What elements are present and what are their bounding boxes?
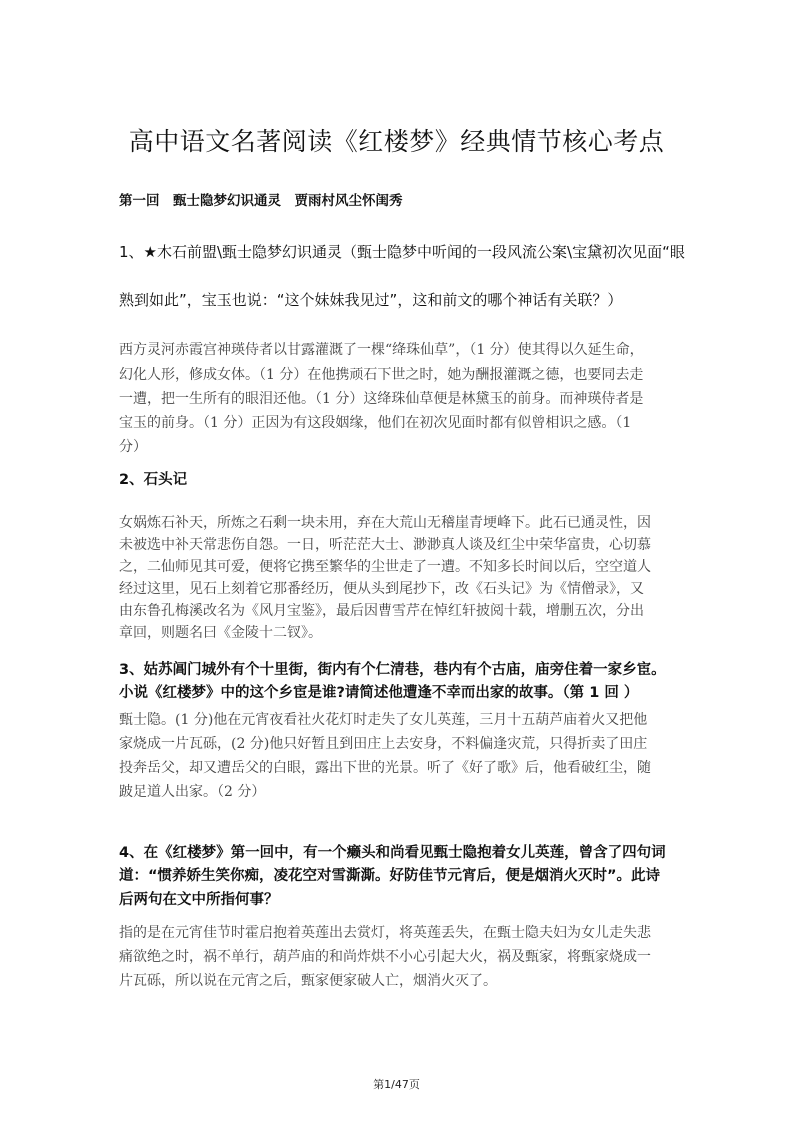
answer-3-line: 投奔岳父，却又遭岳父的白眼，露出下世的光景。听了《好了歌》后，他看破红尘，随 (119, 760, 651, 776)
answer-2-line: 章回，则题名曰《金陵十二钗》。 (119, 625, 322, 641)
question-3-line: 3、姑苏阊门城外有个十里街，街内有个仁清巷，巷内有个古庙，庙旁住着一家乡宦。 (119, 662, 666, 678)
answer-1-line: 分） (119, 439, 147, 455)
answer-1-line: 幻化人形，修成女体。（1 分）在他携顽石下世之时，她为酬报灌溉之德，也要同去走 (119, 367, 644, 383)
answer-3-line: 跛足道人出家。（2 分） (119, 784, 266, 800)
answer-2-line: 之，二仙师见其可爱，便将它携至繁华的尘世走了一遭。不知多长时间以后，空空道人 (119, 559, 651, 575)
question-2-line: 2、石头记 (119, 472, 188, 488)
chapter-heading: 第一回 甄士隐梦幻识通灵 贾雨村风尘怀闺秀 (119, 193, 403, 209)
question-4-line: 后两句在文中所指何事？ (119, 892, 279, 908)
answer-1-line: 宝玉的前身。（1 分）正因为有这段姻缘，他们在初次见面时都有似曾相识之感。（1 (119, 415, 632, 431)
answer-2-line: 由东鲁孔梅溪改名为《风月宝鉴》，最后因曹雪芹在悼红轩披阅十载，增删五次，分出 (119, 603, 644, 619)
answer-1-line: 西方灵河赤霞宫神瑛侍者以甘露灌溉了一棵“绛珠仙草”，（1 分）使其得以久延生命， (119, 342, 644, 358)
question-4-line: 4、在《红楼梦》第一回中，有一个癞头和尚看见甄士隐抱着女儿英莲，曾含了四句词 (119, 845, 666, 861)
page-number: 第1/47页 (373, 1078, 420, 1091)
question-4-line: 道：“惯养娇生笑你痴，凌花空对雪澌澌。好防佳节元宵后，便是烟消火灭时”。此诗 (119, 868, 661, 884)
answer-2-line: 女娲炼石补天，所炼之石剩一块未用，弃在大荒山无稽崖青埂峰下。此石已通灵性，因 (119, 515, 651, 531)
answer-3-line: 甄士隐。(1 分)他在元宵夜看社火花灯时走失了女儿英莲，三月十五葫芦庙着火又把他 (119, 712, 648, 728)
answer-2-line: 未被选中补天常悲伤自怨。一日，听茫茫大士、渺渺真人谈及红尘中荣华富贵，心切慕 (119, 537, 651, 553)
answer-3-line: 家烧成一片瓦砾，(2 分)他只好暂且到田庄上去安身，不料偏逢灾荒，只得折卖了田庄 (119, 736, 648, 752)
answer-2-line: 经过这里，见石上刻着它那番经历，便从头到尾抄下，改《石头记》为《情僧录》，又 (119, 581, 644, 597)
question-1-line: 1、★木石前盟\甄士隐梦幻识通灵（甄士隐梦中听闻的一段风流公案\宝黛初次见面“眼 (119, 243, 685, 261)
answer-4-line: 痛欲绝之时，祸不单行，葫芦庙的和尚炸烘不小心引起大火，祸及甄家，将甄家烧成一 (119, 949, 651, 965)
answer-4-line: 指的是在元宵佳节时霍启抱着英莲出去赏灯，将英莲丢失，在甄士隐夫妇为女儿走失悲 (119, 925, 651, 941)
question-1-line: 熟到如此”，宝玉也说：“这个妹妹我见过”，这和前文的哪个神话有关联？） (119, 291, 623, 309)
question-3-line: 小说《红楼梦》中的这个乡宦是谁?请简述他遭逢不幸而出家的故事。（第 1 回 ） (119, 685, 639, 701)
answer-1-line: 一遭，把一生所有的眼泪还他。（1 分）这绛珠仙草便是林黛玉的前身。而神瑛侍者是 (119, 391, 644, 407)
answer-4-line: 片瓦砾，所以说在元宵之后，甄家便家破人亡，烟消火灭了。 (119, 973, 497, 989)
document-title: 高中语文名著阅读《红楼梦》经典情节核心考点 (128, 127, 665, 156)
